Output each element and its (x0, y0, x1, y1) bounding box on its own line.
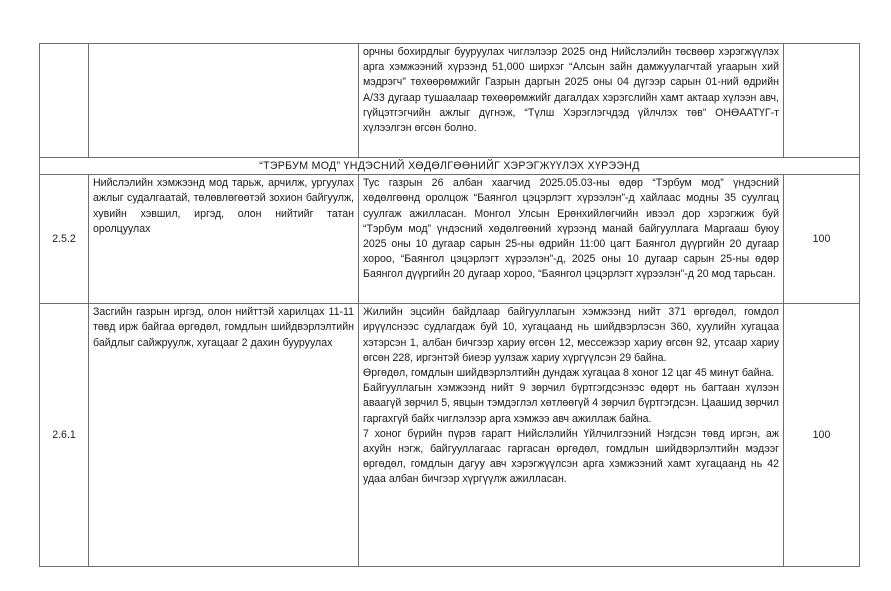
table-row (40, 175, 860, 304)
goal-cell (89, 175, 359, 304)
score-cell: 100 (784, 175, 860, 304)
goal-cell (89, 44, 359, 158)
goal-text: Нийслэлийн хэмжээнд мод тарьж, арчилж, ургуулах ажлыг судалгаатай, төлөвлөгөөтэй зохион байгуулж, хувийн хэвшил, иргэд, олон нийтийг татан оролцуулах (93, 177, 354, 235)
report-paragraph: Байгууллагын хэмжээнд нийт 9 зөрчил бүртгэгдсэнээс өдөрт нь багтаан хүлээн аваагүй зөрчил 5, явцын тэмдэглэл хөтлөөгүй 4 зөрчил бүртгэгдсэн. Цаашид зөрчил гаргахгүй байх чиглэлээр арга хэмжээ авч ажиллаж байна. (363, 382, 779, 425)
score-cell: 100 (784, 304, 860, 567)
report-cell (359, 175, 784, 304)
report-paragraph: орчны бохирдлыг бууруулах чиглэлээр 2025 онд Нийслэлийн төсвөөр хэрэгжүүлэх арга хэмжээний хүрээнд 51,000 ширхэг “Алсын зайн дамжуулагчтай угаарын хий мэдрэгч” төхөөрөмжийг Газрын даргын 2025 оны 04 дүгээр сарын 01-ний өдрийн А/33 дугаар тушаалаар төхөөрөмжийг дагалдах хэрэгслийн хамт актаар хүлээн авч, гүйцэтгэгчийн ажлыг дүгнэж, “Түлш Хэрэглэгчдэд үйлчлэх төв” ОНӨААТҮГ-т хүлээлгэн өгсөн болно. (363, 46, 779, 135)
goal-cell (89, 304, 359, 567)
report-cell (359, 44, 784, 158)
report-cell (359, 304, 784, 567)
row-number-cell: 2.5.2 (40, 175, 89, 304)
report-paragraph: Тус газрын 26 албан хаагчид 2025.05.03-ны өдөр “Тэрбум мод” үндэсний хөдөлгөөнд оролцож “Баянгол цэцэрлэгт хүрээлэн”-д хайлаас модны 35 суулгац суулгаж ажилласан. Монгол Улсын Ерөнхийлөгчийн ивээл дор хэрэгжиж буй “Тэрбум мод” үндэсний хөдөлгөөний хүрээнд манай байгууллага Маргааш буюу 2025 оны 10 дугаар сарын 25-ны өдрийн 11:00 цагт Баянгол дүүргийн 20 дугаар хороо, “Баянгол цэцэрлэгт хүрээлэн”-д, 2025 оны 10 дугаар сарын 25-ны өдөр Баянгол дүүргийн 20 дугаар хороо, “Баянгол цэцэрлэгт хүрээлэн”-д 20 мод тарьсан. (363, 177, 779, 281)
table-row (40, 304, 860, 567)
section-title: “ТЭРБУМ МОД” ҮНДЭСНИЙ ХӨДӨЛГӨӨНИЙГ ХЭРЭГЖҮҮЛЭХ ХҮРЭЭНД (40, 158, 860, 175)
report-paragraph: Өргөдөл, гомдлын шийдвэрлэлтийн дундаж хугацаа 8 хоног 12 цаг 45 минут байна. (363, 367, 775, 380)
row-number-cell: 2.6.1 (40, 304, 89, 567)
report-table (39, 43, 860, 567)
goal-text: Засгийн газрын иргэд, олон нийттэй харилцах 11-11 төвд ирж байгаа өргөдөл, гомдлын шийдвэрлэлтийн байдлыг сайжруулж, хугацааг 2 дахин бууруулах (93, 306, 354, 349)
row-number-cell (40, 44, 89, 158)
table-row-continuation (40, 44, 860, 158)
section-header-row (40, 158, 860, 175)
score-cell (784, 44, 860, 158)
report-paragraph: Жилийн эцсийн байдлаар байгууллагын хэмжээнд нийт 371 өргөдөл, гомдол ирүүлснээс судлагдаж буй 10, хугацаанд нь шийдвэрлэсэн 360, хуулийн хугацаа хэтэрсэн 1, албан бичгээр хариу өгсөн 12, мессежээр хариу өгсөн 92, утсаар хариу өгсөн 228, иргэнтэй биеэр уулзаж хариу хүргүүлсэн 29 байна. (363, 306, 779, 364)
report-paragraph: 7 хоног бүрийн пүрэв гарагт Нийслэлийн Үйлчилгээний Нэгдсэн төвд иргэн, аж ахуйн нэгж, байгууллагаас гаргасан өргөдөл, гомдлын шийдвэрлэлтийн мэдээг өргөдөл, гомдлын дагуу авч хэрэгжүүлсэн арга хэмжээний хамт хугацаанд нь 42 удаа албан бичгээр хүргүүлж ажилласан. (363, 427, 779, 486)
